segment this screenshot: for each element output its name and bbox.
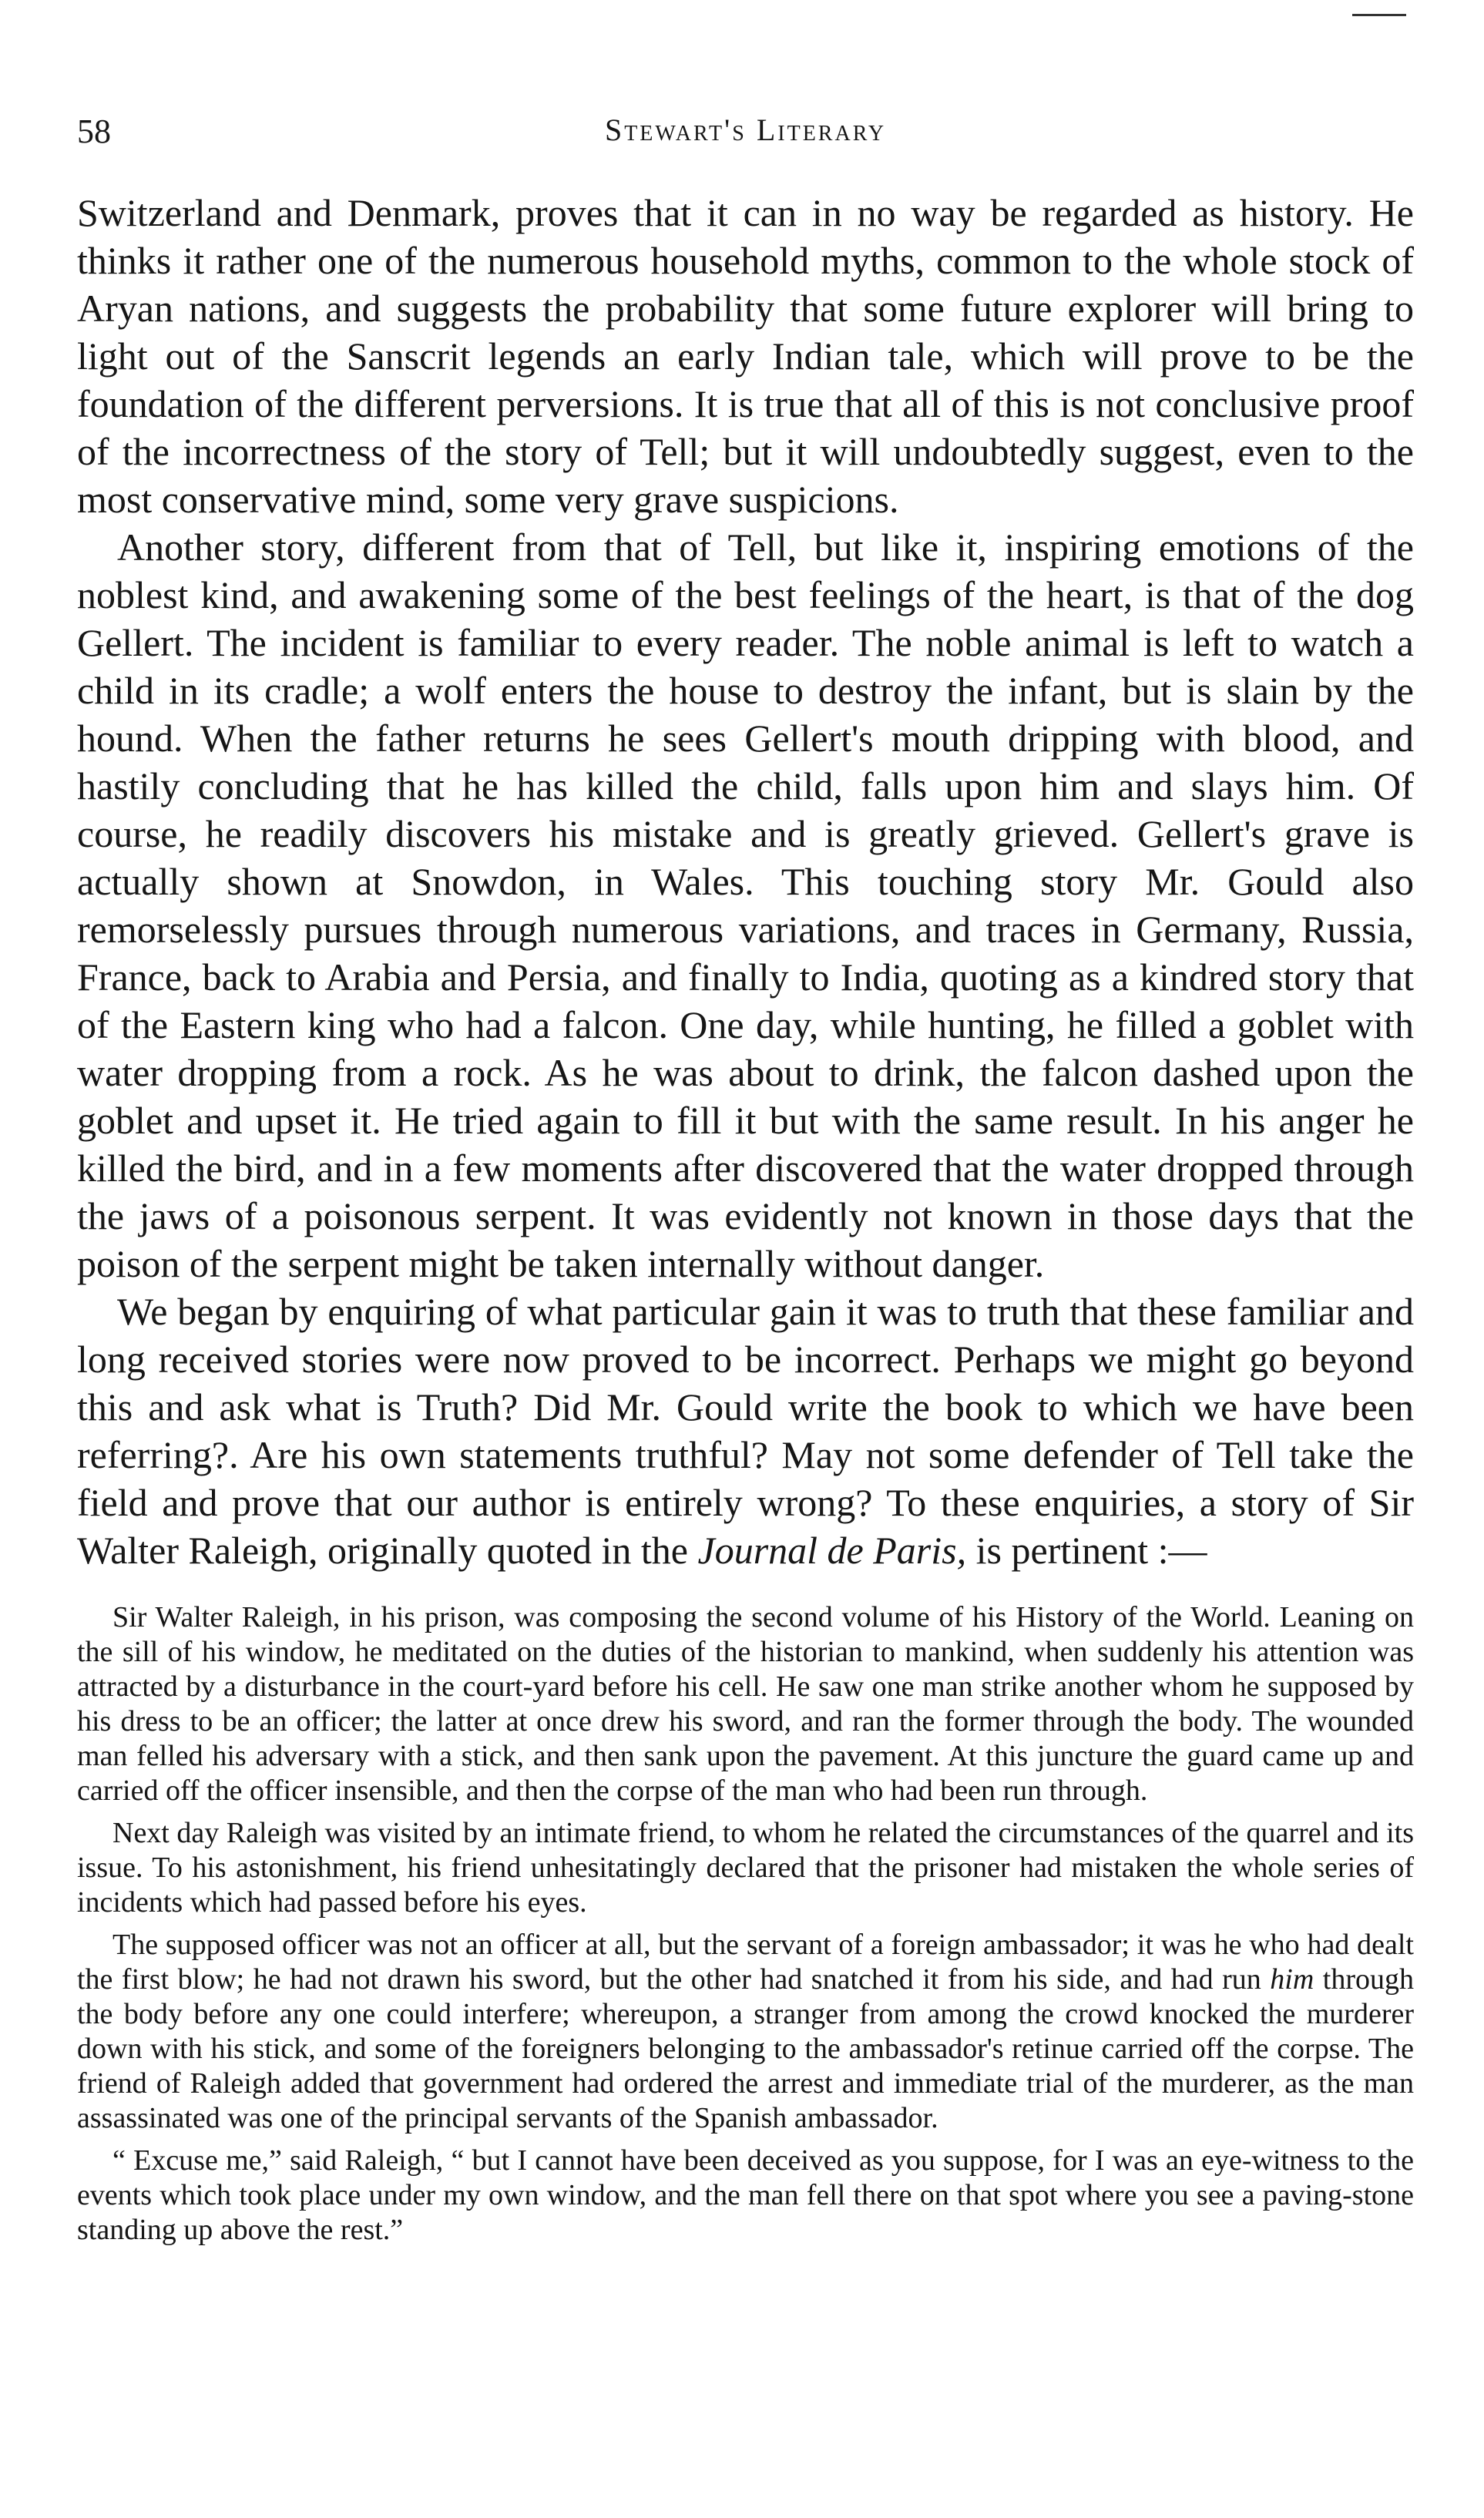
journal-title: Journal de Paris, <box>697 1529 967 1572</box>
body-text <box>77 189 1414 2248</box>
quote-paragraph-3-start: The supposed officer was not an officer at all, but the servant of a foreign ambassador; it was he who had dealt the first blow; he had not drawn his sword, but the other had snatched it from his side, and had run <box>77 1929 1414 1996</box>
paragraph-1: Switzerland and Denmark, proves that it can in no way be regarded as history. He thinks it rather one of the numerous household myths, common to the whole stock of Aryan nations, and suggests the probability that some future explorer will bring to light out of the Sanscrit legends an early Indian tale, which will prove to be the foundation of the different perversions. It is true that all of this is not conclusive proof of the incorrectness of the story of Tell; but it will undoubtedly suggest, even to the most conservative mind, some very grave suspicions. <box>77 191 1414 521</box>
quote-paragraph-3-end: through the body before any one could interfere; whereupon, a stranger from among the crowd knocked the murderer down with his stick, and some of the foreigners belonging to the ambassador's retinue carried off the corpse. The friend of Raleigh added that government had ordered the arrest and immediate trial of the murderer, as the man assassinated was one of the principal servants of the Spanish ambassador. <box>77 1963 1414 2134</box>
page-number: 58 <box>77 112 111 150</box>
corner-mark <box>1352 14 1406 16</box>
quote-paragraph-1: Sir Walter Raleigh, in his prison, was composing the second volume of his History of the World. Leaning on the sill of his window, he meditated on the duties of the historian to mankind, when suddenly his attention was attracted by a disturbance in the court-yard before his cell. He saw one man strike another whom he supposed by his dress to be an officer; the latter at once drew his sword, and ran the former through the body. The wounded man felled his adversary with a stick, and then sank upon the pavement. At this juncture the guard came up and carried off the officer insensible, and then the corpse of the man who had been run through. <box>77 1601 1414 1807</box>
block-quote <box>77 1600 1414 2248</box>
book-page <box>77 0 1414 2518</box>
paragraph-3 <box>77 1288 1414 1574</box>
quote-paragraph-3 <box>77 1928 1414 2136</box>
running-title: Stewart's Literary <box>604 112 887 147</box>
running-head <box>77 112 1414 158</box>
quote-emphasis: him <box>1270 1963 1314 1996</box>
quote-paragraph-2: Next day Raleigh was visited by an intimate friend, to whom he related the circumstances of the quarrel and its issue. To his astonishment, his friend unhesitatingly declared that the prisoner had mistaken the whole series of incidents which had passed before his eyes. <box>77 1817 1414 1919</box>
paragraph-3-start: We began by enquiring of what particular gain it was to truth that these familiar and long received stories were now proved to be incorrect. Perhaps we might go beyond this and ask what is Truth? Did Mr. Gould write the book to which we have been referring?. Are his own statements truthful? May not some defender of Tell take the field and prove that our author is entirely wrong? To these enquiries, a story of Sir Walter Raleigh, originally quoted in the <box>77 1290 1414 1572</box>
quote-paragraph-4: “ Excuse me,” said Raleigh, “ but I cannot have been deceived as you suppose, for I was an eye-witness to the events which took place under my own window, and the man fell there on that spot where you see a paving-stone standing up above the rest.” <box>77 2144 1414 2246</box>
paragraph-3-end: is pertinent :— <box>966 1529 1207 1572</box>
paragraph-2: Another story, different from that of Tell, but like it, inspiring emotions of the noblest kind, and awakening some of the best feelings of the heart, is that of the dog Gellert. The incident is familiar to every reader. The noble animal is left to watch a child in its cradle; a wolf enters the house to destroy the infant, but is slain by the hound. When the father returns he sees Gellert's mouth dripping with blood, and hastily concluding that he has killed the child, falls upon him and slays him. Of course, he readily discovers his mistake and is greatly grieved. Gellert's grave is actually shown at Snowdon, in Wales. This touching story Mr. Gould also remorselessly pursues through numerous variations, and traces in Germany, Russia, France, back to Arabia and Persia, and finally to India, quoting as a kindred story that of the Eastern king who had a falcon. One day, while hunting, he filled a goblet with water dropping from a rock. As he was about to drink, the falcon dashed upon the goblet and upset it. He tried again to fill it but with the same result. In his anger he killed the bird, and in a few moments after discovered that the water dropped through the jaws of a poisonous serpent. It was evidently not known in those days that the poison of the serpent might be taken internally without danger. <box>77 525 1414 1285</box>
